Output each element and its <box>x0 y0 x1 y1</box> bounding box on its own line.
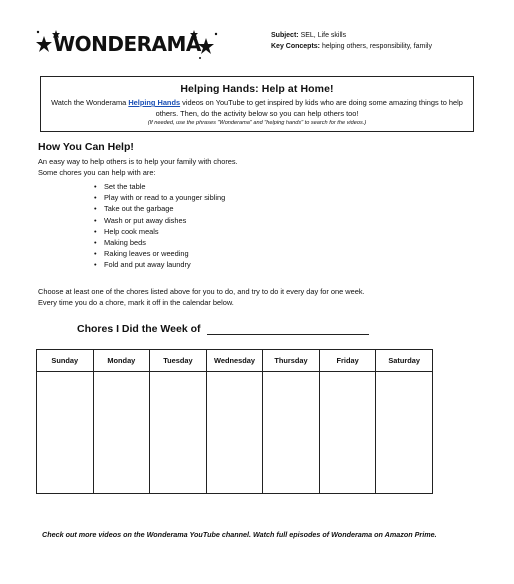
day-cell-thursday[interactable] <box>263 372 320 494</box>
intro-text <box>41 98 473 119</box>
section-intro-line-1: An easy way to help others is to help your family with chores. <box>38 157 238 166</box>
section-intro-line-2: Some chores you can help with are: <box>38 167 156 177</box>
subject-line <box>271 30 432 41</box>
helping-hands-link[interactable]: Helping Hands <box>128 98 181 107</box>
list-item <box>94 192 225 203</box>
chore-calendar <box>36 349 433 494</box>
day-header: Friday <box>319 350 376 372</box>
subject-value: SEL, Life skills <box>300 32 347 39</box>
week-heading <box>77 323 369 335</box>
concepts-line <box>271 41 432 52</box>
bullet-icon: • <box>94 226 97 236</box>
day-cell-saturday[interactable] <box>376 372 433 494</box>
list-item <box>94 259 225 270</box>
day-header: Tuesday <box>150 350 207 372</box>
svg-text:WONDERAMA: WONDERAMA <box>53 32 201 56</box>
footer-note: Check out more videos on the Wonderama YouTube channel. Watch full episodes of Wonderama on Amazon Prime. <box>42 530 437 539</box>
day-header: Saturday <box>376 350 433 372</box>
calendar-body-row <box>37 372 433 494</box>
week-date-blank[interactable] <box>207 324 369 335</box>
chore-text: Help cook meals <box>104 226 159 236</box>
day-cell-monday[interactable] <box>93 372 150 494</box>
list-item <box>94 226 225 237</box>
chore-text: Wash or put away dishes <box>104 215 187 225</box>
star-icon <box>36 36 52 52</box>
week-heading-text: Chores I Did the Week of <box>77 323 201 335</box>
bullet-icon: • <box>94 193 97 203</box>
concepts-label: Key Concepts: <box>271 43 321 50</box>
bullet-icon: • <box>94 204 97 214</box>
intro-note: (If needed, use the phrases "Wonderama" and "helping hands" to search for the videos.) <box>147 120 367 126</box>
day-cell-tuesday[interactable] <box>150 372 207 494</box>
instructions-line-2: Every time you do a chore, mark it off in the calendar below. <box>38 298 234 307</box>
wonderama-logo-graphic <box>34 24 220 64</box>
list-item <box>94 203 225 214</box>
calendar-header-row <box>37 350 433 372</box>
list-item <box>94 237 225 248</box>
intro-text-end: videos on YouTube to get inspired by kids who are doing some amazing things to help others. Then, do the activity below so you can help others too! <box>155 98 463 118</box>
list-item <box>94 215 225 226</box>
section-title: How You Can Help! <box>38 141 134 153</box>
chore-text: Making beds <box>104 238 146 248</box>
chore-text: Raking leaves or weeding <box>104 249 189 259</box>
intro-box <box>40 76 474 132</box>
list-item <box>94 181 225 192</box>
day-cell-friday[interactable] <box>319 372 376 494</box>
bullet-icon: • <box>94 238 97 248</box>
intro-text-start: Watch the Wonderama <box>51 98 129 107</box>
instructions <box>38 286 478 308</box>
wonderama-logo <box>34 24 220 64</box>
chore-text: Set the table <box>104 182 146 191</box>
day-cell-sunday[interactable] <box>37 372 94 494</box>
chore-text: Play with or read to a younger sibling <box>104 193 226 203</box>
chore-list <box>94 181 225 271</box>
bullet-icon: • <box>94 182 97 191</box>
concepts-value: helping others, responsibility, family <box>321 43 432 50</box>
subject-label: Subject: <box>271 32 299 39</box>
intro-title: Helping Hands: Help at Home! <box>180 83 334 95</box>
day-cell-wednesday[interactable] <box>206 372 263 494</box>
instructions-line-1: Choose at least one of the chores listed above for you to do, and try to do it every day for one week. <box>38 287 365 296</box>
bullet-icon: • <box>94 215 97 225</box>
list-item <box>94 248 225 259</box>
day-header: Wednesday <box>206 350 263 372</box>
bullet-icon: • <box>94 260 97 270</box>
worksheet-meta <box>271 30 432 52</box>
section-intro <box>38 157 478 178</box>
day-header: Monday <box>93 350 150 372</box>
chore-text: Fold and put away laundry <box>104 260 191 270</box>
day-header: Sunday <box>37 350 94 372</box>
chore-text: Take out the garbage <box>104 204 174 214</box>
bullet-icon: • <box>94 249 97 259</box>
day-header: Thursday <box>263 350 320 372</box>
